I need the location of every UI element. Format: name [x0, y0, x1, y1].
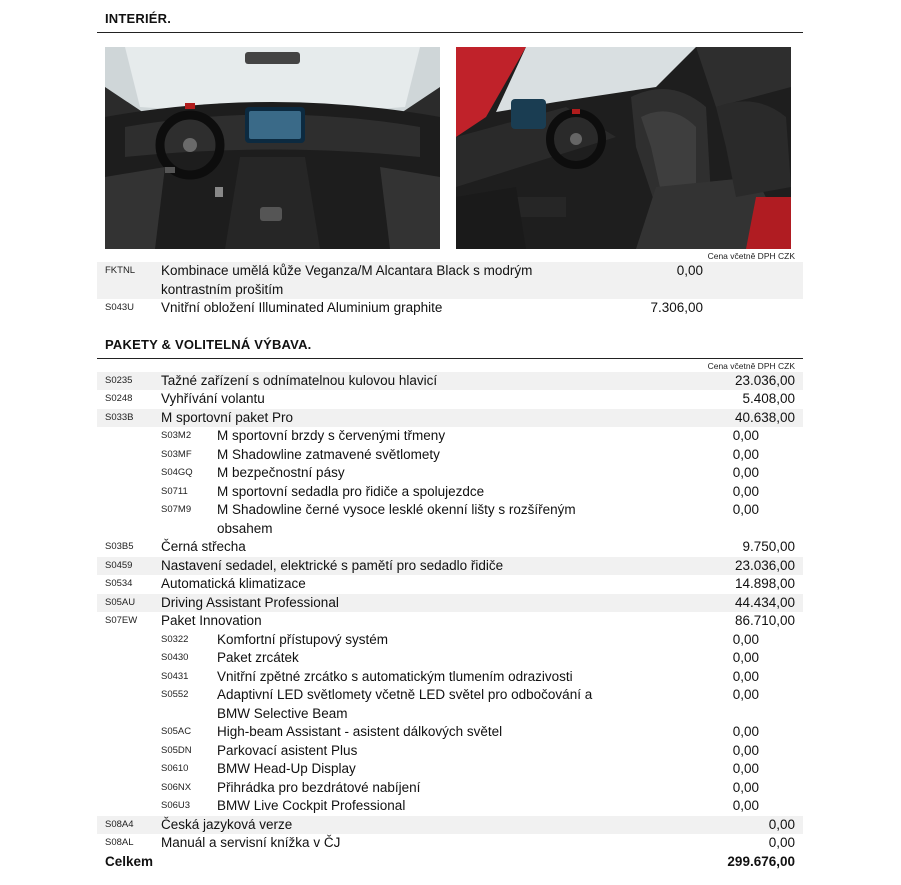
item-price: 5.408,00	[742, 391, 795, 406]
item-description: Adaptivní LED světlomety včetně LED světel pro odbočování a BMW Selective Beam	[217, 687, 593, 721]
interior-title: INTERIÉR.	[105, 11, 172, 26]
item-price: 44.434,00	[734, 594, 795, 610]
item-code: S06NX	[161, 781, 192, 793]
sub-item-row	[97, 668, 803, 687]
item-description: High-beam Assistant - asistent dálkových světel	[217, 724, 503, 739]
item-code: S0534	[105, 578, 133, 589]
item-description: M sportovní brzdy s červenými třmeny	[217, 428, 446, 443]
total-row	[97, 853, 803, 872]
item-description: Černá střecha	[161, 539, 246, 554]
sub-item-row	[97, 723, 803, 742]
item-description: Přihrádka pro bezdrátové nabíjení	[217, 779, 421, 795]
item-code: S0431	[161, 670, 189, 682]
item-description: Paket zrcátek	[217, 650, 299, 665]
item-description: M sportovní paket Pro	[161, 409, 294, 425]
sub-item-row	[97, 686, 803, 723]
item-price: 0,00	[732, 483, 759, 499]
item-description: Vnitřní zpětné zrcátko s automatickým tlumením odrazivosti	[217, 668, 573, 684]
item-price: 0,00	[732, 428, 759, 443]
item-row	[97, 594, 803, 613]
item-price: 0,00	[732, 446, 759, 462]
sub-item-row	[97, 446, 803, 465]
item-price: 86.710,00	[734, 613, 795, 628]
item-description: Kombinace umělá kůže Veganza/M Alcantara Black s modrým kontrastním prošitím	[161, 263, 533, 297]
item-code: S0552	[161, 689, 189, 700]
item-row	[97, 538, 803, 557]
item-row	[97, 612, 803, 631]
options-title: PAKETY & VOLITELNÁ VÝBAVA.	[105, 336, 312, 352]
item-code: S03M2	[161, 430, 192, 441]
item-code: S0610	[161, 763, 189, 774]
sub-item-row	[97, 427, 803, 446]
item-description: Komfortní přístupový systém	[217, 631, 389, 647]
sub-item-row	[97, 779, 803, 798]
item-description: M Shadowline černé vysoce lesklé okenní lišty s rozšířeným obsahem	[217, 502, 576, 536]
item-price: 0,00	[732, 761, 759, 776]
item-code: S07M9	[161, 504, 192, 515]
options-rule	[97, 358, 803, 359]
item-row	[97, 816, 803, 835]
item-code: S0248	[105, 393, 133, 404]
sub-item-row	[97, 742, 803, 761]
item-row	[97, 575, 803, 594]
item-code: S033B	[105, 411, 134, 423]
item-price: 0,00	[676, 263, 703, 278]
item-price: 0,00	[732, 779, 759, 795]
sub-item-row	[97, 797, 803, 816]
interior-dashboard-photo	[105, 47, 440, 249]
item-price: 14.898,00	[734, 576, 795, 591]
item-description: BMW Head-Up Display	[217, 761, 356, 776]
sub-item-row	[97, 464, 803, 483]
item-row	[97, 372, 803, 391]
item-price: 0,00	[732, 465, 759, 480]
item-description: Tažné zařízení s odnímatelnou kulovou hlavicí	[161, 372, 438, 388]
item-description: M bezpečnostní pásy	[217, 465, 345, 480]
interior-table	[97, 262, 803, 318]
sub-item-row	[97, 760, 803, 779]
sub-item-row	[97, 649, 803, 668]
item-description: M Shadowline zatmavené světlomety	[217, 446, 440, 462]
total-label: Celkem	[105, 853, 154, 869]
item-description: Driving Assistant Professional	[161, 594, 339, 610]
item-price: 9.750,00	[742, 539, 795, 554]
item-price: 7.306,00	[650, 300, 703, 315]
item-description: Česká jazyková verze	[161, 816, 293, 832]
item-code: S0459	[105, 559, 133, 571]
item-price: 0,00	[768, 816, 795, 832]
item-code: S05AC	[161, 726, 192, 737]
item-description: M sportovní sedadla pro řidiče a spolujezdce	[217, 483, 485, 499]
item-code: S08AL	[105, 837, 134, 848]
item-code: S043U	[105, 302, 135, 313]
item-description: Paket Innovation	[161, 613, 262, 628]
item-description: Nastavení sedadel, elektrické s pamětí pro sedadlo řidiče	[161, 557, 504, 573]
interior-price-header: Cena včetně DPH CZK	[707, 251, 795, 261]
item-row	[97, 262, 803, 299]
item-price: 0,00	[768, 835, 795, 850]
item-price: 0,00	[732, 724, 759, 739]
sub-item-row	[97, 631, 803, 650]
item-code: FKTNL	[105, 265, 136, 276]
item-code: S07EW	[105, 615, 138, 626]
interior-photos	[97, 33, 803, 249]
item-price: 0,00	[732, 650, 759, 665]
item-code: S0322	[161, 633, 189, 645]
item-code: S03B5	[105, 541, 134, 552]
item-description: Parkovací asistent Plus	[217, 742, 358, 758]
options-table	[97, 372, 803, 853]
item-code: S05AU	[105, 596, 136, 608]
options-price-header: Cena včetně DPH CZK	[707, 360, 795, 371]
interior-seats-photo	[456, 47, 791, 249]
item-code: S0430	[161, 652, 189, 663]
item-code: S0235	[105, 374, 133, 386]
item-price: 23.036,00	[734, 557, 795, 573]
item-price: 0,00	[732, 502, 759, 517]
price-list-page	[97, 0, 803, 871]
item-row	[97, 557, 803, 576]
sub-item-row	[97, 483, 803, 502]
item-code: S03MF	[161, 448, 192, 460]
item-price: 23.036,00	[734, 372, 795, 388]
item-row	[97, 409, 803, 428]
item-description: Vyhřívání volantu	[161, 391, 265, 406]
total-price: 299.676,00	[727, 853, 795, 869]
item-description: Vnitřní obložení Illuminated Aluminium graphite	[161, 300, 443, 315]
item-price: 0,00	[732, 687, 759, 702]
item-code: S08A4	[105, 818, 134, 830]
item-row	[97, 834, 803, 853]
item-price: 0,00	[732, 742, 759, 758]
item-description: Manuál a servisní knížka v ČJ	[161, 835, 341, 850]
item-description: Automatická klimatizace	[161, 576, 306, 591]
item-row	[97, 299, 803, 318]
item-price: 0,00	[732, 798, 759, 813]
item-code: S06U3	[161, 800, 191, 811]
item-price: 0,00	[732, 631, 759, 647]
item-price: 0,00	[732, 668, 759, 684]
item-code: S04GQ	[161, 467, 193, 478]
item-price: 40.638,00	[734, 409, 795, 425]
item-code: S0711	[161, 485, 188, 497]
sub-item-row	[97, 501, 803, 538]
item-code: S05DN	[161, 744, 192, 756]
item-row	[97, 390, 803, 409]
item-description: BMW Live Cockpit Professional	[217, 798, 406, 813]
